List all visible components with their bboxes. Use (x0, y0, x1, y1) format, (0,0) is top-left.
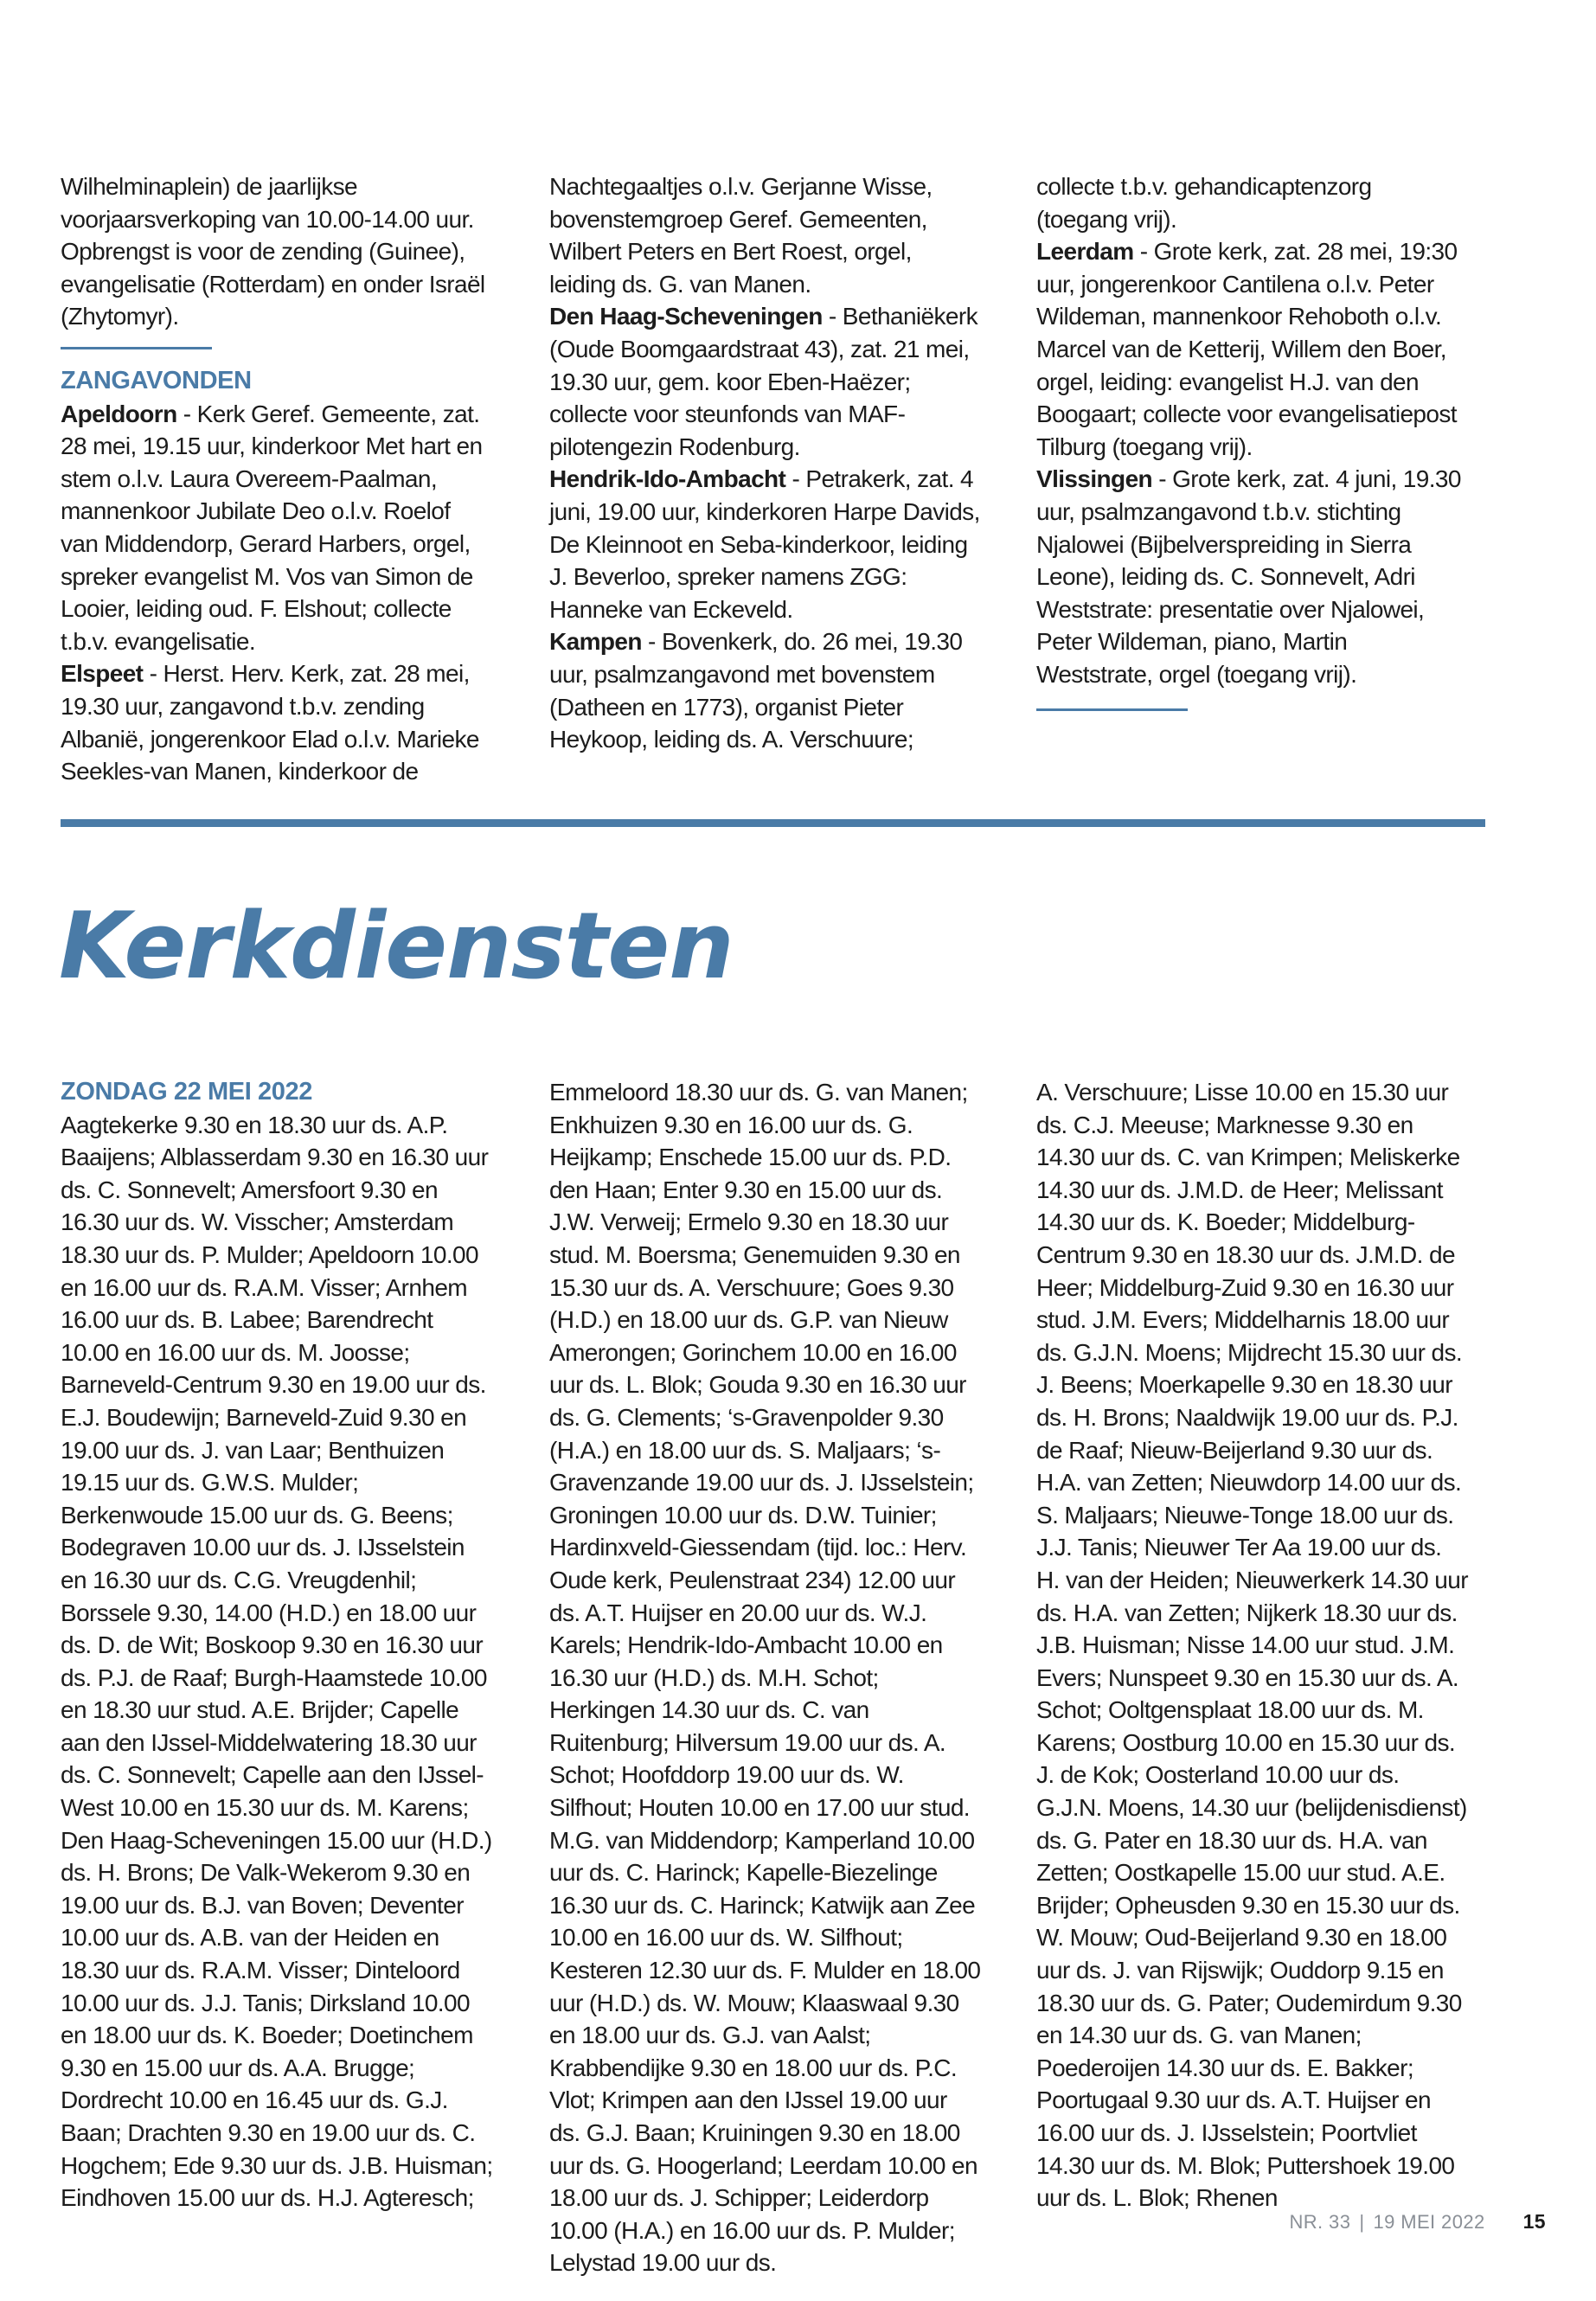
column-1-top (61, 170, 493, 788)
intro-text: Wilhelminaplein) de jaarlijkse voorjaarsverkoping van 10.00-14.00 uur. Opbrengst is voor de zending (Guinee), evangelisatie (Rotterdam) en onder Israël (Zhytomyr). (61, 173, 485, 330)
page-title: Kerkdiensten (59, 893, 734, 999)
section-divider (61, 347, 212, 349)
entry-apeldoorn (61, 398, 493, 658)
entry-place: Hendrik-Ido-Ambacht (549, 465, 786, 493)
intro-text: collecte t.b.v. gehandicaptenzorg (toegang vrij). (1036, 173, 1372, 233)
issue-date: 19 MEI 2022 (1373, 2211, 1485, 2233)
column-3-top (1036, 170, 1469, 727)
entry-place: Leerdam (1036, 238, 1134, 266)
entry-text: - Bovenkerk, do. 26 mei, 19.30 uur, psalmzangavond met bovenstem (Datheen en 1773), organist Pieter Heykoop, leiding ds. A. Verschuure; (549, 628, 963, 753)
section-end-divider (1036, 708, 1188, 711)
date-heading: ZONDAG 22 MEI 2022 (61, 1078, 312, 1106)
services-text: A. Verschuure; Lisse 10.00 en 15.30 uur ds. C.J. Meeuse; Marknesse 9.30 en 14.30 uur ds. C. van Krimpen; Meliskerke 14.30 uur ds. J.M.D. de Heer; Melissant 14.30 uur ds. K. Boeder; Middelburg-Centrum 9.30 en 18.30 uur ds. J.M.D. de Heer; Middelburg-Zuid 9.30 en 16.30 uur stud. J.M. Evers; Middelharnis 18.00 uur ds. G.J.N. Moens; Mijdrecht 15.30 uur ds. J. Beens; Moerkapelle 9.30 en 18.30 uur ds. H. Brons; Naaldwijk 19.00 uur ds. P.J. de Raaf; Nieuw-Beijerland 9.30 uur ds. H.A. van Zetten; Nieuwdorp 14.00 uur ds. S. Maljaars; Nieuwe-Tonge 18.00 uur ds. J.J. Tanis; Nieuwer Ter Aa 19.00 uur ds. H. van der Heiden; Nieuwerkerk 14.30 uur ds. H.A. van Zetten; Nijkerk 18.30 uur ds. J.B. Huisman; Nisse 14.00 uur stud. J.M. Evers; Nunspeet 9.30 en 15.30 uur ds. A. Schot; Ooltgensplaat 18.00 uur ds. M. Karens; Oostburg 10.00 en 15.30 uur ds. J. de Kok; Oosterland 10.00 uur ds. G.J.N. Moens, 14.30 uur (belijdenisdienst) ds. G. Pater en 18.30 uur ds. H.A. van Zetten; Oostkapelle 15.00 uur stud. A.E. Brijder; Opheusden 9.30 en 15.30 uur ds. W. Mouw; Oud-Beijerland 9.30 en 18.00 uur ds. J. van Rijswijk; Ouddorp 9.15 en 18.30 uur ds. G. Pater; Oudemirdum 9.30 en 14.30 uur ds. G. van Manen; Poederoijen 14.30 uur ds. E. Bakker; Poortugaal 9.30 uur ds. A.T. Huijser en 16.00 uur ds. J. IJsselstein; Poortvliet 14.30 uur ds. M. Blok; Puttershoek 19.00 uur ds. L. Blok; Rhenen (1036, 1079, 1468, 2212)
entry-text: - Kerk Geref. Gemeente, zat. 28 mei, 19.15 uur, kinderkoor Met hart en stem o.l.v. Laura Overeem-Paalman, mannenkoor Jubilate Deo o.l.v. Roelof van Middendorp, Gerard Harbers, orgel, spreker evangelist M. Vos van Simon de Looier, leiding oud. F. Elshout; collecte t.b.v. evangelisatie. (61, 400, 483, 655)
entry-den-haag (549, 300, 982, 463)
entry-text: - Grote kerk, zat. 28 mei, 19:30 uur, jongerenkoor Cantilena o.l.v. Peter Wildeman, mannenkoor Rehoboth o.l.v. Marcel van de Ketterij, Willem den Boer, orgel, leiding: evangelist H.J. van den Boogaart; collecte voor evangelisatiepost Tilburg (toegang vrij). (1036, 238, 1458, 460)
issue-number: NR. 33 (1289, 2211, 1351, 2233)
entry-text: - Grote kerk, zat. 4 juni, 19.30 uur, psalmzangavond t.b.v. stichting Njalowei (Bijbelverspreiding in Sierra Leone), leiding ds. C. Sonnevelt, Adri Weststrate: presentatie over Njalowei, Peter Wildeman, piano, Martin Weststrate, orgel (toegang vrij). (1036, 465, 1461, 688)
section-separator-rule (61, 819, 1485, 827)
column-1-services (61, 1076, 493, 2214)
entry-leerdam (1036, 235, 1469, 463)
entry-text: - Petrakerk, zat. 4 juni, 19.00 uur, kinderkoren Harpe Davids, De Kleinnoot en Seba-kinderkoor, leiding J. Beverloo, spreker namens ZGG: Hanneke van Eckeveld. (549, 465, 980, 623)
entry-elspeet (61, 657, 493, 787)
column-2-services (549, 1076, 982, 2279)
entry-place: Kampen (549, 628, 642, 656)
entry-vlissingen (1036, 463, 1469, 690)
entry-place: Den Haag-Scheveningen (549, 303, 823, 330)
services-text: Aagtekerke 9.30 en 18.30 uur ds. A.P. Baaijens; Alblasserdam 9.30 en 16.30 uur ds. C. Sonnevelt; Amersfoort 9.30 en 16.30 uur ds. W. Visscher; Amsterdam 18.30 uur ds. P. Mulder; Apeldoorn 10.00 en 16.00 uur ds. R.A.M. Visser; Arnhem 16.00 uur ds. B. Labee; Barendrecht 10.00 en 16.00 uur ds. M. Joosse; Barneveld-Centrum 9.30 en 19.00 uur ds. E.J. Boudewijn; Barneveld-Zuid 9.30 en 19.00 uur ds. J. van Laar; Benthuizen 19.15 uur ds. G.W.S. Mulder; Berkenwoude 15.00 uur ds. G. Beens; Bodegraven 10.00 uur ds. J. IJsselstein en 16.30 uur ds. C.G. Vreugdenhil; Borssele 9.30, 14.00 (H.D.) en 18.00 uur ds. D. de Wit; Boskoop 9.30 en 16.30 uur ds. P.J. de Raaf; Burgh-Haamstede 10.00 en 18.30 uur stud. A.E. Brijder; Capelle aan den IJssel-Middelwatering 18.30 uur ds. C. Sonnevelt; Capelle aan den IJssel-West 10.00 en 15.30 uur ds. M. Karens; Den Haag-Scheveningen 15.00 uur (H.D.) ds. H. Brons; De Valk-Wekerom 9.30 en 19.00 uur ds. B.J. van Boven; Deventer 10.00 uur ds. A.B. van der Heiden en 18.30 uur ds. R.A.M. Visser; Dinteloord 10.00 uur ds. J.J. Tanis; Dirksland 10.00 en 18.00 uur ds. K. Boeder; Doetinchem 9.30 en 15.00 uur ds. A.A. Brugge; Dordrecht 10.00 en 16.45 uur ds. G.J. Baan; Drachten 9.30 en 19.00 uur ds. C. Hogchem; Ede 9.30 uur ds. J.B. Huisman; Eindhoven 15.00 uur ds. H.J. Agteresch; (61, 1111, 493, 2212)
entry-place: Apeldoorn (61, 400, 177, 427)
page-footer (1289, 2210, 1546, 2234)
footer-separator: | (1359, 2211, 1365, 2233)
entry-place: Vlissingen (1036, 465, 1153, 493)
page-number: 15 (1522, 2210, 1546, 2233)
column-3-services (1036, 1076, 1469, 2214)
entry-text: - Herst. Herv. Kerk, zat. 28 mei, 19.30 uur, zangavond t.b.v. zending Albanië, jongerenkoor Elad o.l.v. Marieke Seekles-van Manen, kinderkoor de (61, 660, 479, 785)
entry-hendrik-ido-ambacht (549, 463, 982, 625)
entry-place: Elspeet (61, 660, 144, 688)
entry-text: - Bethaniëkerk (Oude Boomgaardstraat 43), zat. 21 mei, 19.30 uur, gem. koor Eben-Haëzer; collecte voor steunfonds van MAF-pilotengezin Rodenburg. (549, 303, 978, 460)
intro-text: Nachtegaaltjes o.l.v. Gerjanne Wisse, bovenstemgroep Geref. Gemeenten, Wilbert Peters en Bert Roest, orgel, leiding ds. G. van Manen. (549, 173, 933, 298)
entry-kampen (549, 625, 982, 755)
services-text: Emmeloord 18.30 uur ds. G. van Manen; Enkhuizen 9.30 en 16.00 uur ds. G. Heijkamp; Enschede 15.00 uur ds. P.D. den Haan; Enter 9.30 en 15.00 uur ds. J.W. Verweij; Ermelo 9.30 en 18.30 uur stud. M. Boersma; Genemuiden 9.30 en 15.30 uur ds. A. Verschuure; Goes 9.30 (H.D.) en 18.00 uur ds. G.P. van Nieuw Amerongen; Gorinchem 10.00 en 16.00 uur ds. L. Blok; Gouda 9.30 en 16.30 uur ds. G. Clements; ‘s-Gravenpolder 9.30 (H.A.) en 18.00 uur ds. S. Maljaars; ‘s-Gravenzande 19.00 uur ds. J. IJsselstein; Groningen 10.00 uur ds. D.W. Tuinier; Hardinxveld-Giessendam (tijd. loc.: Herv. Oude kerk, Peulenstraat 234) 12.00 uur ds. A.T. Huijser en 20.00 uur ds. W.J. Karels; Hendrik-Ido-Ambacht 10.00 en 16.30 uur (H.D.) ds. M.H. Schot; Herkingen 14.30 uur ds. C. van Ruitenburg; Hilversum 19.00 uur ds. A. Schot; Hoofddorp 19.00 uur ds. W. Silfhout; Houten 10.00 en 17.00 uur stud. M.G. van Middendorp; Kamperland 10.00 uur ds. C. Harinck; Kapelle-Biezelinge 16.30 uur ds. C. Harinck; Katwijk aan Zee 10.00 en 16.00 uur ds. W. Silfhout; Kesteren 12.30 uur ds. F. Mulder en 18.00 uur (H.D.) ds. W. Mouw; Klaaswaal 9.30 en 18.00 uur ds. G.J. van Aalst; Krabbendijke 9.30 en 18.00 uur ds. P.C. Vlot; Krimpen aan den IJssel 19.00 uur ds. G.J. Baan; Kruiningen 9.30 en 18.00 uur ds. G. Hoogerland; Leerdam 10.00 en 18.00 uur ds. J. Schipper; Leiderdorp 10.00 (H.A.) en 16.00 uur ds. P. Mulder; Lelystad 19.00 uur ds. (549, 1079, 981, 2277)
column-2-top (549, 170, 982, 756)
section-heading-zangavonden: ZANGAVONDEN (61, 366, 252, 394)
